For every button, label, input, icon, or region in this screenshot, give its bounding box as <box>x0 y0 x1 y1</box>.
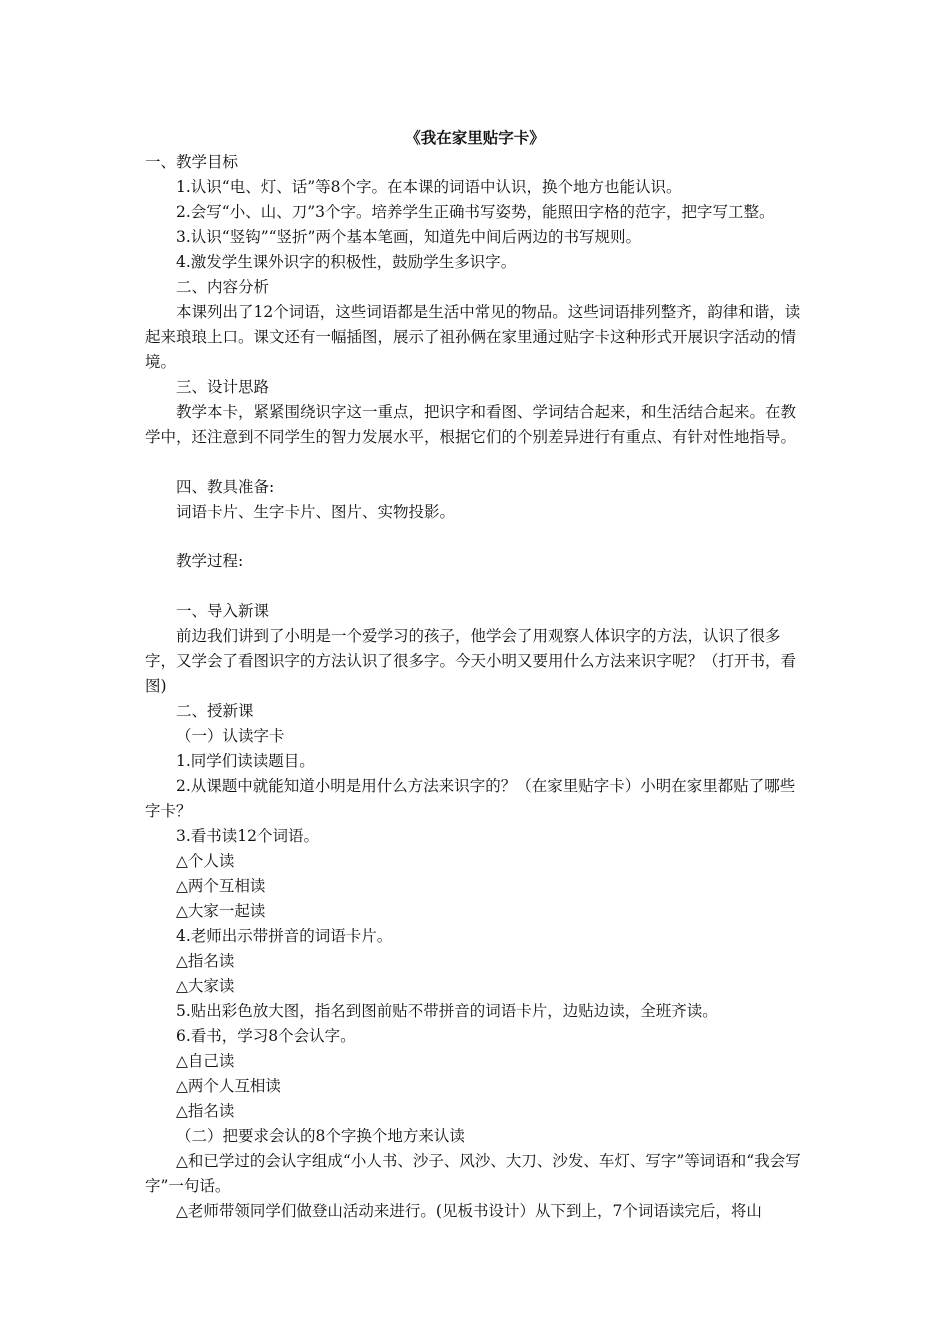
bullet-pair-read: △两个互相读 <box>176 877 266 895</box>
goal-item-4: 4.激发学生课外识字的积极性，鼓励学生多识字。 <box>176 253 517 271</box>
paragraph-content-analysis: 本课列出了12个词语，这些词语都是生活中常见的物品。这些词语排列整齐，韵律和谐，读起来琅琅上口。课文还有一幅插图，展示了祖孙俩在家里通过贴字卡这种形式开展识字活动的情境。 <box>145 303 801 371</box>
subheading-new-place: （二）把要求会认的8个字换个地方来认读 <box>176 1127 465 1145</box>
heading-content-analysis: 二、内容分析 <box>176 278 270 296</box>
bullet-two-read: △两个人互相读 <box>176 1077 281 1095</box>
subheading-read-cards: （一）认读字卡 <box>176 727 285 745</box>
heading-teaching-goals: 一、教学目标 <box>145 153 239 171</box>
step-1: 1.同学们读读题目。 <box>176 752 315 770</box>
bullet-group-read: △大家一起读 <box>176 902 266 920</box>
document-title: 《我在家里贴字卡》 <box>405 128 545 147</box>
teaching-aids-list: 词语卡片、生字卡片、图片、实物投影。 <box>176 503 456 521</box>
step-6: 6.看书，学习8个会认字。 <box>176 1027 356 1045</box>
bullet-all-read: △大家读 <box>176 977 235 995</box>
paragraph-design-idea: 教学本卡，紧紧围绕识字这一重点，把识字和看图、学词结合起来，和生活结合起来。在教学中，还注意到不同学生的智力发展水平，根据它们的个别差异进行有重点、有针对性地指导。 <box>145 403 797 446</box>
heading-teaching-aids: 四、教具准备: <box>176 478 275 496</box>
bullet-named-read: △指名读 <box>176 952 235 970</box>
heading-teaching-process: 教学过程: <box>176 552 244 570</box>
heading-design-idea: 三、设计思路 <box>176 378 270 396</box>
step-3: 3.看书读12个词语。 <box>176 827 320 845</box>
step-5: 5.贴出彩色放大图，指名到图前贴不带拼音的词语卡片，边贴边读，全班齐读。 <box>176 1002 718 1020</box>
paragraph-introduction: 前边我们讲到了小明是一个爱学习的孩子，他学会了用观察人体识字的方法，认识了很多字，又学会了看图识字的方法认识了很多字。今天小明又要用什么方法来识字呢？（打开书，看图) <box>145 627 797 695</box>
heading-introduction: 一、导入新课 <box>176 602 270 620</box>
goal-item-3: 3.认识“竖钩”“竖折”两个基本笔画，知道先中间后两边的书写规则。 <box>176 228 641 246</box>
goal-item-1: 1.认识“电、灯、话”等8个字。在本课的词语中认识，换个地方也能认识。 <box>176 178 682 196</box>
bullet-self-read: △自己读 <box>176 1052 235 1070</box>
goal-item-2: 2.会写“小、山、刀”3个字。培养学生正确书写姿势，能照田字格的范字，把字写工整。 <box>176 203 775 221</box>
step-2: 2.从课题中就能知道小明是用什么方法来识字的？（在家里贴字卡）小明在家里都贴了哪些字卡？ <box>145 777 796 820</box>
heading-new-lesson: 二、授新课 <box>176 702 254 720</box>
bullet-climbing-activity: △老师带领同学们做登山活动来进行。(见板书设计）从下到上，7个词语读完后，将山 <box>176 1202 762 1220</box>
bullet-individual-read: △个人读 <box>176 852 235 870</box>
bullet-named-read-2: △指名读 <box>176 1102 235 1120</box>
bullet-word-groups: △和已学过的会认字组成“小人书、沙子、风沙、大刀、沙发、车灯、写字”等词语和“我会写字”一句话。 <box>145 1152 801 1195</box>
step-4: 4.老师出示带拼音的词语卡片。 <box>176 927 393 945</box>
